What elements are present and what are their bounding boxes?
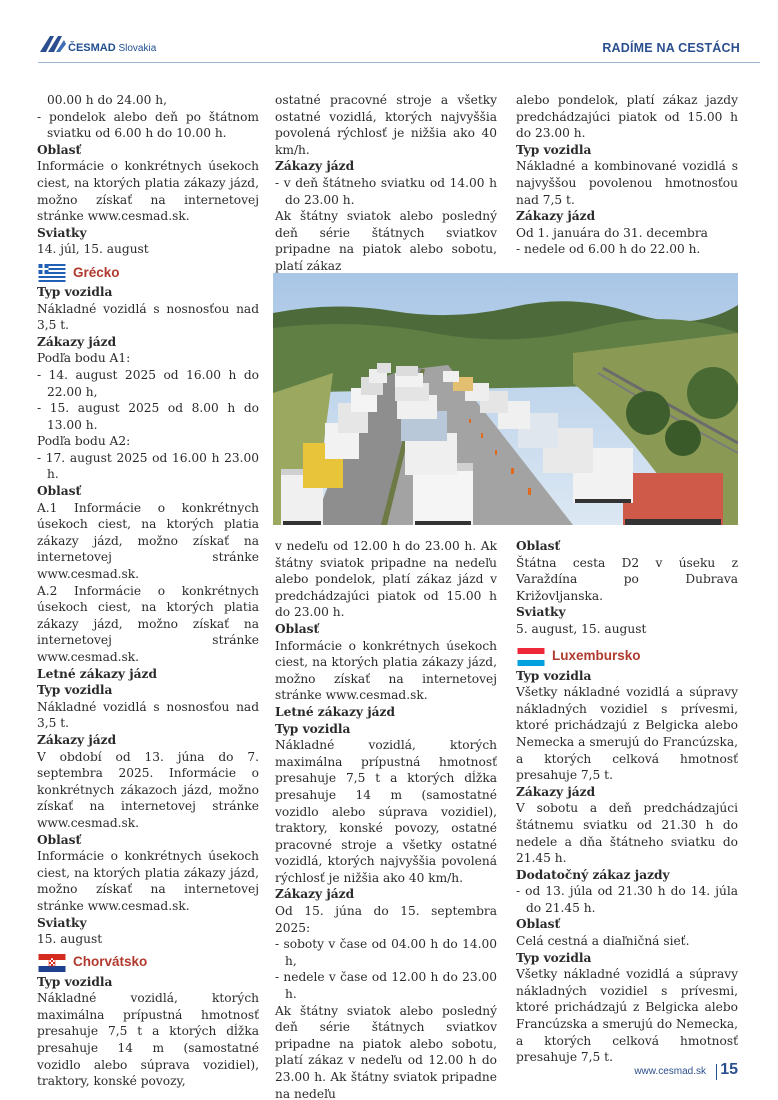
list-item: - 15. august 2025 od 8.00 h do 13.00 h. [37,401,259,432]
heading-typ: Typ vozidla [516,142,592,157]
heading-typ: Typ vozidla [37,683,113,698]
greece-flag-icon [37,264,67,282]
list-item: - soboty v čase od 04.00 h do 14.00 h, [275,937,497,968]
heading-zakazy: Zákazy jázd [275,159,355,174]
heading-oblast: Oblasť [37,484,82,499]
heading-typ: Typ vozidla [37,284,113,299]
text-line: Podľa bodu A1: [37,351,131,366]
heading-oblast: Oblasť [37,142,82,157]
paragraph: Ak štátny sviatok alebo posledný deň série štátnych sviatkov pripadne na piatok alebo sobotu, platí zákaz [275,209,497,273]
footer-url: www.cesmad.sk [634,1066,706,1077]
country-name: Chorvátsko [73,954,148,970]
heading-zakazy: Zákazy jázd [275,887,355,902]
country-name: Grécko [73,264,120,280]
cesmad-logo-icon [38,32,68,56]
list-item: - nedele od 6.00 h do 22.00 h. [516,242,701,257]
paragraph: Nákladné a kombinované vozidlá s najvyššou povolenou hmotnosťou nad 7,5 t. [516,159,738,207]
list-item: - od 13. júla od 21.30 h do 14. júla do 21.45 h. [516,884,738,915]
holidays-text: 5. august, 15. august [516,621,647,636]
paragraph: Nákladné vozidlá s nosnosťou nad 3,5 t. [37,301,259,333]
footer-divider [716,1064,717,1080]
heading-oblast: Oblasť [516,917,561,932]
paragraph: Informácie o konkrétnych úsekoch ciest, na ktorých platia zákazy jázd, možno získať na internetovej stránke www.cesmad.sk. [37,849,259,913]
list-item: - pondelok alebo deň po štátnom sviatku od 6.00 h do 10.00 h. [37,109,259,141]
highway-trucks-image [273,273,738,525]
page-number: 15 [720,1061,738,1078]
list-item: - v deň štátneho sviatku od 14.00 h do 23.00 h. [275,175,497,207]
paragraph: A.2 Informácie o konkrétnych úsekoch ciest, na ktorých platia zákazy jázd, možno získať na internetovej stránke www.cesmad.sk. [37,583,259,664]
paragraph: v nedeľu od 12.00 h do 23.00 h. Ak štátny sviatok pripadne na nedeľu alebo pondelok, platí zákaz jázd v predchádzajúci piatok od 15.00 h do 23.00 h. [275,539,497,620]
heading-oblast: Oblasť [37,832,82,847]
heading-zakazy: Zákazy jázd [37,732,117,747]
paragraph: V sobotu a deň predchádzajúci štátnemu sviatku od 21.30 h do nedele a dňa štátneho sviatku do 21.45 h. [516,801,738,866]
luxembourg-flag-icon [516,648,546,666]
column-3-top [516,92,738,258]
country-luxembourg [516,646,738,668]
section-title: RADÍME NA CESTÁCH [602,41,740,55]
text-line: Od 15. júna do 15. septembra 2025: [275,904,497,935]
list-item: - nedele v čase od 12.00 h do 23.00 h. [275,970,497,1002]
logo-brand: ČESMAD [68,42,116,54]
heading-zakazy: Zákazy jázd [516,209,596,224]
paragraph: Všetky nákladné vozidlá a súpravy nákladných vozidiel s prívesmi, ktoré prichádzajú z Belgicka alebo Nemecka a smerujú do Francúzska, a ktorých celková hmotnosť presahuje 7,5 t. [516,685,738,783]
logo-sub: Slovakia [118,43,157,54]
list-item: - 17. august 2025 od 16.00 h 23.00 h. [37,450,259,482]
paragraph: Štátna cesta D2 v úseku z Varaždína po Dubrava Križovljanska. [516,555,738,603]
heading-typ: Typ vozidla [275,721,351,736]
heading-letne: Letné zákazy jázd [37,666,157,681]
heading-typ: Typ vozidla [516,668,592,683]
column-2-bottom [275,538,497,1100]
header-divider [38,62,760,63]
heading-oblast: Oblasť [275,621,320,636]
heading-sviatky: Sviatky [37,225,87,240]
paragraph: A.1 Informácie o konkrétnych úsekoch ciest, na ktorých platia zákazy jázd, možno získať na internetovej stránke www.cesmad.sk. [37,500,259,582]
heading-zakazy: Zákazy jázd [37,334,117,349]
paragraph: Ak štátny sviatok alebo posledný deň série štátnych sviatkov pripadne na piatok alebo sobotu, platí zákaz v nedeľu od 12.00 h do 23.00 h. Ak štátny sviatok pripadne na nedeľu [275,1003,497,1100]
paragraph: Celá cestná a diaľničná sieť. [516,934,690,949]
country-croatia [37,952,259,974]
holidays-text: 15. august [37,932,103,947]
heading-sviatky: Sviatky [516,605,566,620]
paragraph: Nákladné vozidlá, ktorých maximálna prípustná hmotnosť presahuje 7,5 t a ktorých dĺžka presahuje 14 m (samostatné vozidlo alebo súprava vozidiel), traktory, konské povozy, [37,991,259,1089]
country-name: Luxembursko [552,648,641,664]
paragraph: Nákladné vozidlá s nosnosťou nad 3,5 t. [37,699,259,731]
paragraph: Informácie o konkrétnych úsekoch ciest, na ktorých platia zákazy jázd, možno získať na internetovej stránke www.cesmad.sk. [275,638,497,703]
list-item: - 14. august 2025 od 16.00 h do 22.00 h, [37,367,259,399]
heading-typ: Typ vozidla [516,950,592,965]
truck-queue-photo [273,273,738,525]
heading-sviatky: Sviatky [37,915,87,930]
paragraph: Všetky nákladné vozidlá a súpravy nákladných vozidiel s prívesmi, ktoré prichádzajú z Belgicka alebo Francúzska a smerujú do Nemecka, a ktorých celková hmotnosť presahuje 7,5 t. [516,967,738,1065]
text-line: Podľa bodu A2: [37,434,131,449]
paragraph: alebo pondelok, platí zákaz jazdy predchádzajúci piatok od 15.00 h do 23.00 h. [516,93,738,141]
column-1 [37,92,259,1090]
country-greece [37,262,259,284]
croatia-flag-icon [37,954,67,972]
column-3-bottom [516,538,738,1066]
text-line: 00.00 h do 24.00 h, [47,93,167,107]
column-2-top [275,92,497,275]
cesmad-logo [38,32,188,58]
heading-typ: Typ vozidla [37,974,113,989]
heading-oblast: Oblasť [516,539,561,553]
heading-dodatocny: Dodatočný zákaz jazdy [516,867,670,882]
heading-zakazy: Zákazy jázd [516,784,596,799]
paragraph: V období od 13. júna do 7. septembra 2025. Informácie o konkrétnych zákazoch jázd, možno získať na internetovej stránke www.cesmad.sk. [37,749,259,830]
paragraph: Informácie o konkrétnych úsekoch ciest, na ktorých platia zákazy jázd, možno získať na internetovej stránke www.cesmad.sk. [37,159,259,224]
paragraph: Nákladné vozidlá, ktorých maximálna prípustná hmotnosť presahuje 7,5 t a ktorých dĺžka presahuje 14 m (samostatné vozidlo alebo súprava vozidiel), traktory, konské povozy, ostatné pracovné stroje a všetky ostatné vozidlá, ktorých najvyššia povolená rýchlosť je nižšia ako 40 km/h. [275,738,497,885]
page-header [0,0,778,70]
holidays-text: 14. júl, 15. august [37,242,149,257]
paragraph: ostatné pracovné stroje a všetky ostatné vozidlá, ktorých najvyššia povolená rýchlosť je nižšia ako 40 km/h. [275,93,497,157]
text-line: Od 1. januára do 31. decembra [516,225,708,240]
heading-letne: Letné zákazy jázd [275,704,395,719]
